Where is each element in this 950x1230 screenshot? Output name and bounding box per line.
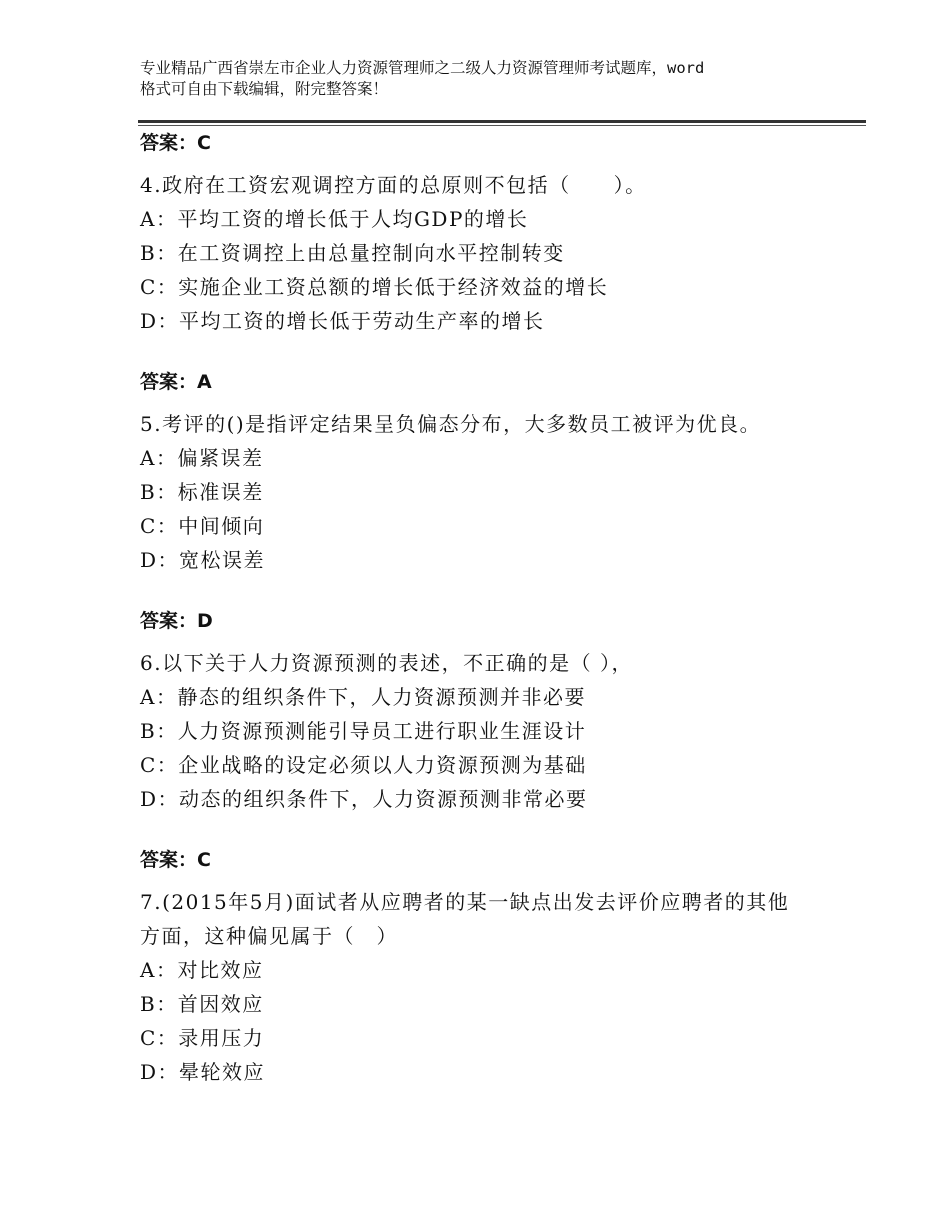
- question-7-option-c: C：录用压力: [140, 1026, 265, 1050]
- answer-q4: 答案：A: [140, 371, 212, 393]
- question-6-option-d: D：动态的组织条件下，人力资源预测非常必要: [140, 787, 588, 811]
- question-5-option-c: C：中间倾向: [140, 514, 265, 538]
- question-6-stem: 6.以下关于人力资源预测的表述，不正确的是（ ），: [140, 651, 633, 675]
- question-5-option-d: D：宽松误差: [140, 548, 266, 572]
- question-7-stem-line-2: 方面，这种偏见属于（ ）: [140, 924, 398, 948]
- question-5-stem: 5.考评的()是指评定结果呈负偏态分布，大多数员工被评为优良。: [140, 412, 762, 436]
- question-4-option-d: D：平均工资的增长低于劳动生产率的增长: [140, 309, 545, 333]
- question-4-stem: 4.政府在工资宏观调控方面的总原则不包括（ ）。: [140, 173, 647, 197]
- header-line-2: 格式可自由下载编辑，附完整答案！: [140, 80, 389, 98]
- header-divider-thin: [138, 125, 866, 126]
- answer-q3: 答案：C: [140, 132, 211, 154]
- question-7-option-b: B：首因效应: [140, 992, 264, 1016]
- answer-q5: 答案：D: [140, 610, 213, 632]
- question-5-option-b: B：标准误差: [140, 480, 264, 504]
- header-divider-thick: [138, 120, 866, 123]
- question-4-option-a: A：平均工资的增长低于人均GDP的增长: [140, 207, 529, 231]
- answer-q6: 答案：C: [140, 849, 211, 871]
- question-6-option-b: B：人力资源预测能引导员工进行职业生涯设计: [140, 719, 587, 743]
- question-6-option-a: A：静态的组织条件下，人力资源预测并非必要: [140, 685, 586, 709]
- question-6-option-c: C：企业战略的设定必须以人力资源预测为基础: [140, 753, 587, 777]
- question-7-option-a: A：对比效应: [140, 958, 264, 982]
- question-4-option-b: B：在工资调控上由总量控制向水平控制转变: [140, 241, 565, 265]
- question-4-option-c: C：实施企业工资总额的增长低于经济效益的增长: [140, 275, 609, 299]
- page-header: [140, 58, 830, 100]
- question-5-option-a: A：偏紧误差: [140, 446, 264, 470]
- header-line-1: 专业精品广西省崇左市企业人力资源管理师之二级人力资源管理师考试题库，word: [140, 59, 705, 77]
- question-7-stem-line-1: 7.(2015年5月)面试者从应聘者的某一缺点出发去评价应聘者的其他: [140, 890, 790, 914]
- question-7-option-d: D：晕轮效应: [140, 1060, 266, 1084]
